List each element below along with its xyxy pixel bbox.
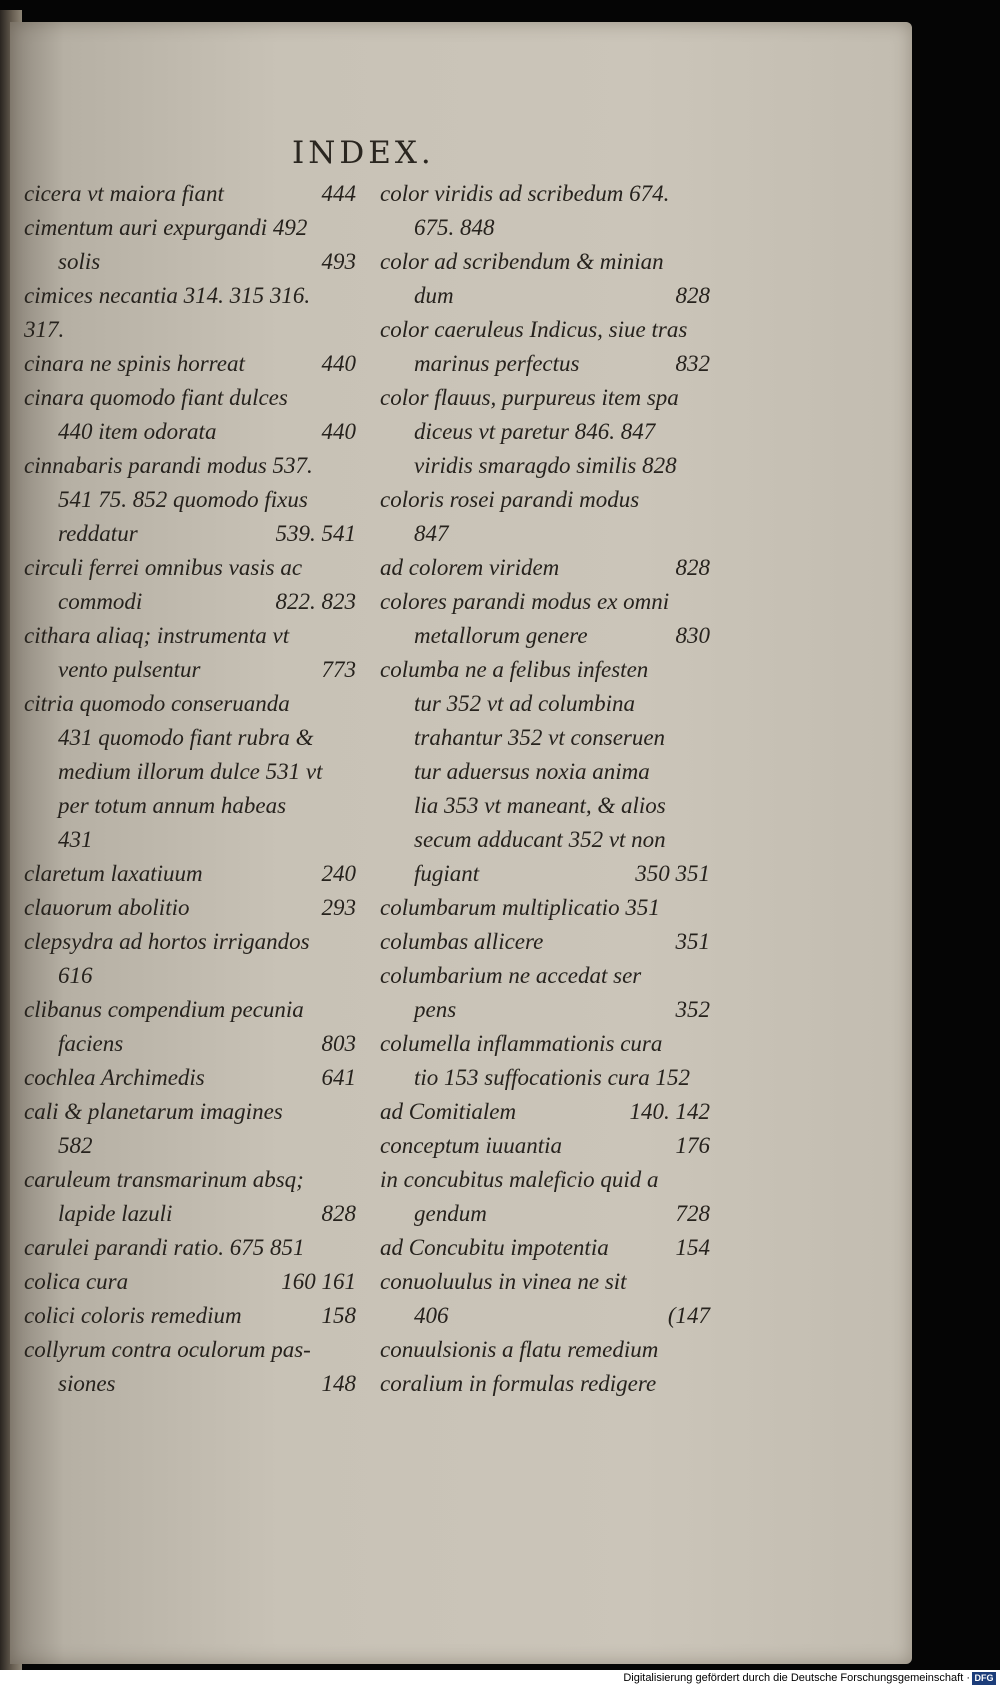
index-entry [24,925,356,959]
index-entry [24,653,356,687]
index-entry [24,823,356,857]
index-entry [24,517,356,551]
index-entry-text: fugiant [414,861,480,886]
index-entry-text: color viridis ad scribedum 674. [380,181,670,206]
index-entry-text: ad Concubitu impotentia [380,1235,609,1260]
index-entry-text: color ad scribendum & minian [380,249,664,274]
index-entry-text: in concubitus maleficio quid a [380,1167,659,1192]
index-entry [380,1299,710,1333]
index-entry-page: 444 [321,181,356,206]
index-entry [380,1095,710,1129]
index-entry-text: color caeruleus Indicus, siue tras [380,317,688,342]
index-entry [380,1231,710,1265]
index-entry-text: faciens [58,1031,124,1056]
index-entry [24,1129,356,1163]
index-entry-text: marinus perfectus [414,351,580,376]
index-entry [24,1299,356,1333]
index-entry-text: columella inflammationis cura [380,1031,663,1056]
index-entry-text: coralium in formulas redigere [380,1371,657,1396]
index-entry-page: 641 [321,1065,356,1090]
index-entry-text: 431 quomodo fiant rubra & [58,725,314,750]
index-entry-page: 803 [321,1031,356,1056]
index-entry [24,585,356,619]
index-entry [24,1367,356,1401]
index-entry-text: 675. 848 [414,215,495,240]
index-entry [380,245,710,279]
index-entry [380,211,710,245]
index-entry-text: trahantur 352 vt conseruen [414,725,666,750]
index-entry-text: cinnabaris parandi modus 537. [24,453,313,478]
index-entry [24,313,356,347]
index-entry-text: columbarium ne accedat ser [380,963,642,988]
index-entry [24,1333,356,1367]
index-entry-text: conceptum iuuantia [380,1133,563,1158]
index-entry [24,347,356,381]
digitization-footer [0,1670,1000,1687]
index-entry [380,993,710,1027]
index-entry [380,517,710,551]
index-entry [24,1095,356,1129]
index-entry-text: 616 [58,963,93,988]
index-entry-text: columbas allicere [380,929,544,954]
index-entry-page: 440 [321,351,356,376]
index-entry-page: 822. 823 [275,589,356,614]
index-entry-text: 440 item odorata [58,419,217,444]
index-entry-text: 541 75. 852 quomodo fixus [58,487,308,512]
index-entry-text: clauorum abolitio [24,895,190,920]
index-entry-text: cithara aliaq; instrumenta vt [24,623,290,648]
index-entry-text: ad Comitialem [380,1099,517,1124]
index-entry-page: 830 [675,623,710,648]
index-entry-page: 160 161 [281,1269,356,1294]
index-entry-text: tur aduersus noxia anima [414,759,650,784]
index-entry-text: cali & planetarum imagines [24,1099,283,1124]
index-entry-page: 293 [321,895,356,920]
index-entry [24,211,356,245]
index-entry [24,687,356,721]
index-entry [380,551,710,585]
index-entry [380,1061,710,1095]
index-entry-text: 317. [24,317,65,342]
index-entry-page: 176 [675,1133,710,1158]
index-entry-text: cinara quomodo fiant dulces [24,385,288,410]
index-entry-page: 154 [675,1235,710,1260]
index-entry-page: 828 [675,555,710,580]
index-entry-text: 582 [58,1133,93,1158]
index-entry-text: cicera vt maiora fiant [24,181,224,206]
index-entry [380,347,710,381]
index-entry [24,1163,356,1197]
index-entry-page: 728 [675,1201,710,1226]
index-entry [380,891,710,925]
index-entry-text: per totum annum habeas [58,793,287,818]
index-entry-page: 493 [321,249,356,274]
index-entry-page: 828 [675,283,710,308]
index-entry-text: 406 [414,1303,449,1328]
index-entry-text: medium illorum dulce 531 vt [58,759,323,784]
index-entry [24,177,356,211]
index-entry-page: (147 [667,1303,710,1328]
index-entry [380,1265,710,1299]
index-entry [380,721,710,755]
index-entry-text: clibanus compendium pecunia [24,997,304,1022]
index-entry-text: cimices necantia 314. 315 316. [24,283,311,308]
index-entry [380,653,710,687]
index-entry-text: ad colorem viridem [380,555,560,580]
index-entry [380,823,710,857]
index-entry-text: coloris rosei parandi modus [380,487,640,512]
index-entry-page: 148 [321,1371,356,1396]
footer-credit: Digitalisierung gefördert durch die Deutsche Forschungsgemeinschaft · [623,1672,970,1684]
index-entry [24,483,356,517]
index-entry-text: collyrum contra oculorum pas- [24,1337,311,1362]
index-column-left [24,177,356,1401]
index-entry [24,789,356,823]
index-entry [380,687,710,721]
index-entry [24,551,356,585]
index-entry [380,619,710,653]
dfg-logo: DFG [972,1672,996,1685]
index-entry [24,415,356,449]
index-entry-text: tur 352 vt ad columbina [414,691,636,716]
index-entry [380,585,710,619]
index-entry-page: 773 [321,657,356,682]
index-entry-text: 431 [58,827,93,852]
index-entry-text: metallorum genere [414,623,588,648]
index-entry-text: vento pulsentur [58,657,201,682]
index-entry [24,1061,356,1095]
index-entry-text: colica cura [24,1269,129,1294]
index-entry-text: dum [414,283,454,308]
index-entry [380,925,710,959]
index-entry [380,483,710,517]
index-entry-page: 539. 541 [275,521,356,546]
page-title: INDEX. [292,135,435,171]
index-entry [24,449,356,483]
index-entry-text: secum adducant 352 vt non [414,827,666,852]
index-entry-page: 352 [675,997,710,1022]
index-entry-page: 240 [321,861,356,886]
index-entry-text: cimentum auri expurgandi 492 [24,215,308,240]
index-entry [24,1265,356,1299]
index-entry [24,891,356,925]
index-entry-text: cochlea Archimedis [24,1065,205,1090]
index-entry [24,1027,356,1061]
index-entry-page: 140. 142 [629,1099,710,1124]
index-entry [380,1367,710,1401]
index-entry-text: circuli ferrei omnibus vasis ac [24,555,303,580]
index-entry [24,619,356,653]
index-entry [24,245,356,279]
index-entry [24,1197,356,1231]
index-entry-text: solis [58,249,101,274]
index-entry [24,381,356,415]
index-entry [380,381,710,415]
index-entry [380,415,710,449]
index-entry-text: conuulsionis a flatu remedium [380,1337,659,1362]
book-page [10,22,912,1664]
index-entry-text: gendum [414,1201,487,1226]
index-entry-text: reddatur [58,521,138,546]
index-entry [380,755,710,789]
index-entry-text: columba ne a felibus infesten [380,657,649,682]
index-entry-text: carulei parandi ratio. 675 851 [24,1235,305,1260]
index-entry-text: caruleum transmarinum absq; [24,1167,304,1192]
index-entry-page: 351 [675,929,710,954]
index-entry-page: 158 [321,1303,356,1328]
index-entry [380,1333,710,1367]
index-entry [380,1027,710,1061]
index-entry [380,857,710,891]
index-entry [24,1231,356,1265]
index-entry [24,721,356,755]
index-entry-page: 832 [675,351,710,376]
index-entry-text: lapide lazuli [58,1201,173,1226]
index-entry-page: 440 [321,419,356,444]
index-entry-text: colores parandi modus ex omni [380,589,670,614]
index-entry-text: commodi [58,589,143,614]
index-entry-text: clepsydra ad hortos irrigandos [24,929,310,954]
index-entry-text: siones [58,1371,116,1396]
index-column-right [380,177,710,1401]
index-entry-text: tio 153 suffocationis cura 152 [414,1065,690,1090]
index-entry-text: cinara ne spinis horreat [24,351,245,376]
index-entry-page: 828 [321,1201,356,1226]
index-entry [380,789,710,823]
index-entry [380,1197,710,1231]
index-entry [24,993,356,1027]
index-entry [380,1163,710,1197]
index-entry-text: 847 [414,521,449,546]
index-entry-text: color flauus, purpureus item spa [380,385,679,410]
index-entry-text: pens [414,997,457,1022]
index-entry [380,449,710,483]
index-entry [24,857,356,891]
index-entry-text: conuoluulus in vinea ne sit [380,1269,627,1294]
index-entry [380,177,710,211]
index-entry [380,1129,710,1163]
index-entry [380,959,710,993]
index-entry [24,279,356,313]
index-entry-text: colici coloris remedium [24,1303,242,1328]
index-entry [380,313,710,347]
index-entry [380,279,710,313]
index-entry-text: diceus vt paretur 846. 847 [414,419,656,444]
index-entry [24,755,356,789]
index-entry-text: citria quomodo conseruanda [24,691,290,716]
index-entry-text: viridis smaragdo similis 828 [414,453,677,478]
index-entry [24,959,356,993]
index-entry-text: lia 353 vt maneant, & alios [414,793,666,818]
index-entry-text: columbarum multiplicatio 351 [380,895,660,920]
index-entry-page: 350 351 [635,861,710,886]
index-entry-text: claretum laxatiuum [24,861,203,886]
